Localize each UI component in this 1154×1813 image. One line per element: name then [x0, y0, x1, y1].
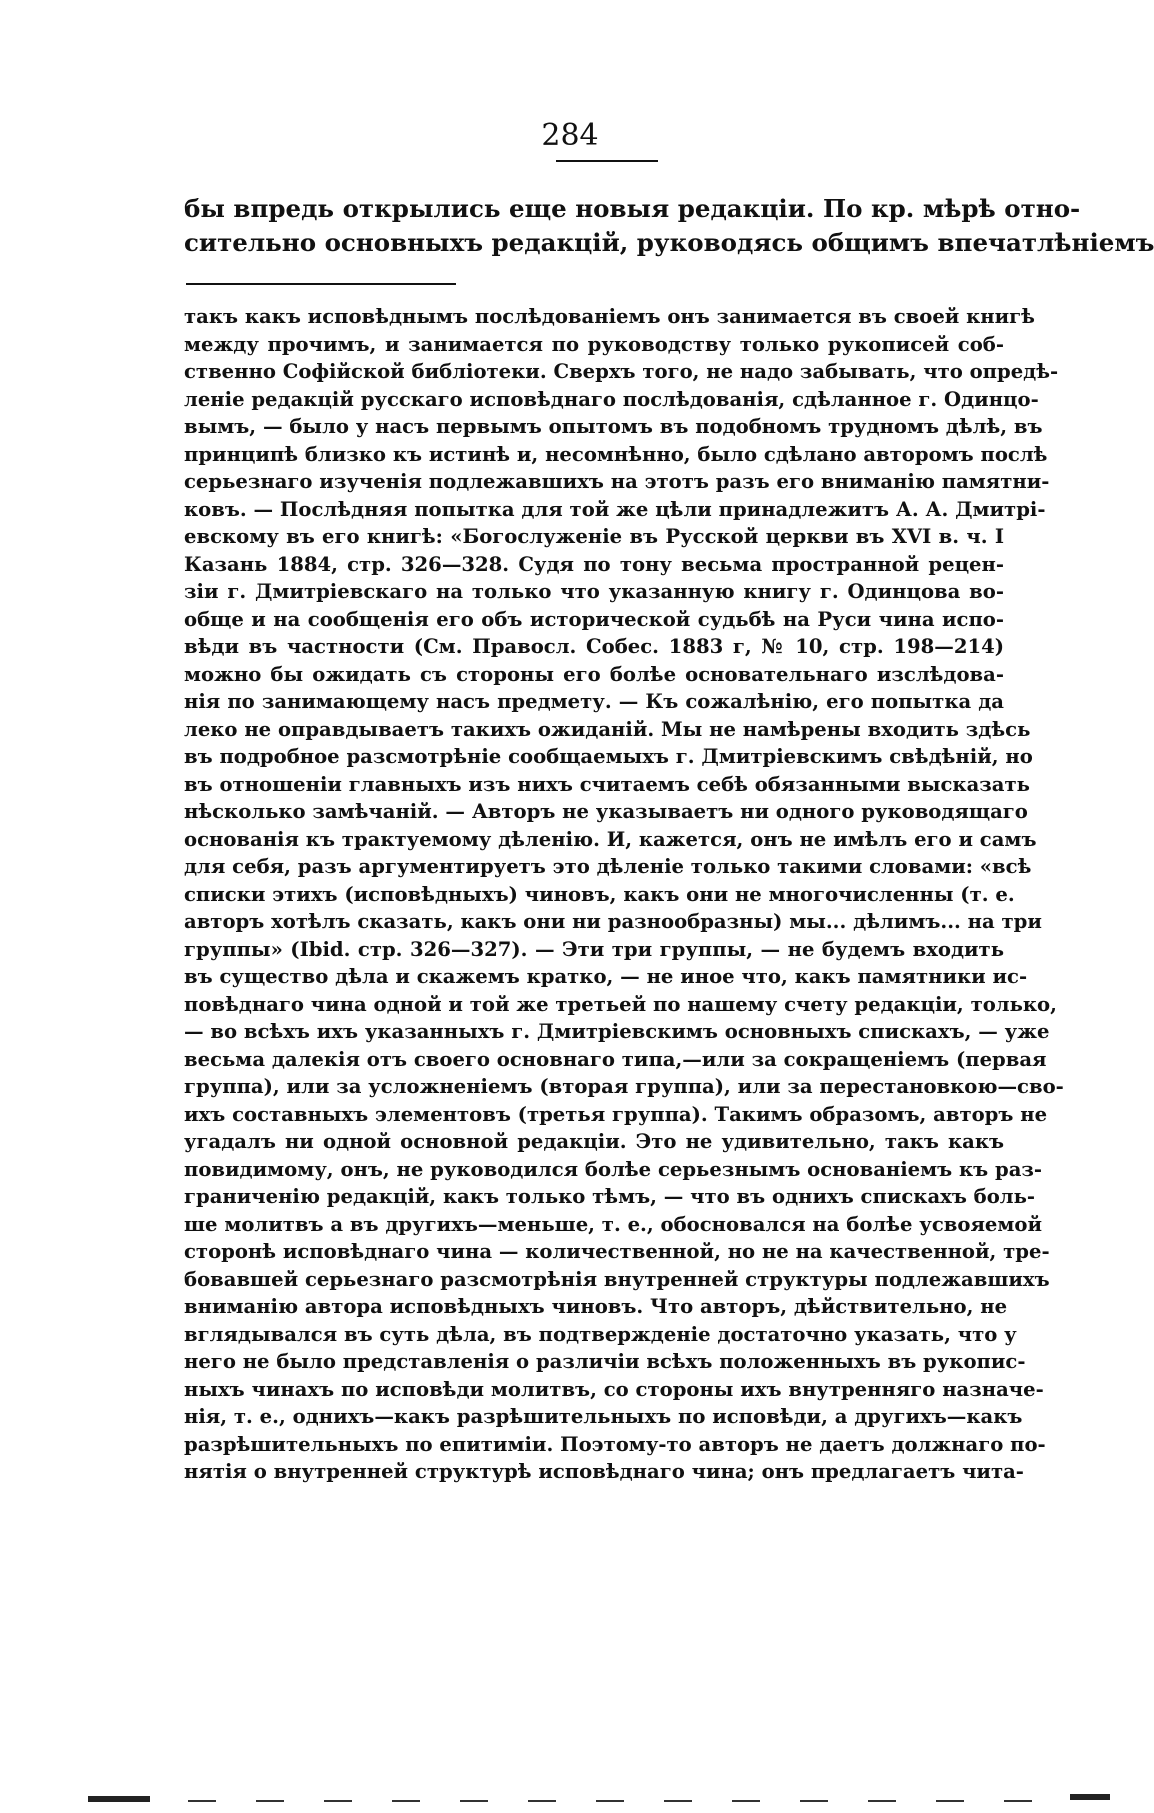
footnote-line: угадалъ ни одной основной редакціи. Это не удивительно, такъ какъ [184, 1130, 1004, 1153]
bottom-margin-marks [70, 1788, 1120, 1808]
footnote-line: основанія къ трактуемому дѣленію. И, кажется, онъ не имѣлъ его и самъ [184, 827, 1037, 851]
footnote-line: зіи г. Дмитріевскаго на только что указанную книгу г. Одинцова во- [184, 580, 1004, 603]
footnote-line: серьезнаго изученія подлежавшихъ на этотъ разъ его вниманію памятни- [184, 470, 1050, 493]
footnote-line: можно бы ожидать съ стороны его болѣе основательнаго изслѣдова- [184, 662, 1004, 686]
footnote-line: — во всѣхъ ихъ указанныхъ г. Дмитріевскимъ основныхъ спискахъ, — уже [184, 1020, 1050, 1043]
footnote-line: вниманію автора исповѣдныхъ чиновъ. Что авторъ, дѣйствительно, не [184, 1295, 1008, 1318]
footnote-line: группы» (Ibid. стр. 326—327). — Эти три группы, — не будемъ входить [184, 937, 1004, 961]
footnote-line: ственно Софійской библіотеки. Сверхъ того, не надо забывать, что опредѣ- [184, 360, 1059, 383]
footnote-line: вѣди въ частности (См. Правосл. Собес. 1883 г, № 10, стр. 198—214) [184, 635, 1004, 658]
footnote-line: принципѣ близко къ истинѣ и, несомнѣнно, было сдѣлано авторомъ послѣ [184, 442, 1048, 466]
main-text-line: сительно основныхъ редакцій, руководясь общимъ впечатлѣніемъ [184, 228, 1154, 257]
footnote-line: повидимому, онъ, не руководился болѣе серьезнымъ основаніемъ къ раз- [184, 1157, 1043, 1181]
footnote-line: для себя, разъ аргументируетъ это дѣленіе только такими словами: «всѣ [184, 855, 1032, 878]
footnote-text [184, 303, 1064, 1486]
footnote-line: въ существо дѣла и скажемъ кратко, — не иное что, какъ памятники ис- [184, 965, 1028, 988]
footnote-line: него не было представленія о различіи всѣхъ положенныхъ въ рукопис- [184, 1350, 1026, 1373]
page-number: 284 [541, 118, 599, 153]
footnote-line: леко не оправдываетъ такихъ ожиданій. Мы не намѣрены входить здѣсь [184, 717, 1031, 741]
footnote-line: нѣсколько замѣчаній. — Авторъ не указываетъ ни одного руководящаго [184, 800, 1028, 823]
footnote-line: въ подробное разсмотрѣніе сообщаемыхъ г. Дмитріевскимъ свѣдѣній, но [184, 745, 1033, 768]
footnote-line: между прочимъ, и занимается по руководству только рукописей соб- [184, 332, 1004, 356]
page-number-rule [556, 160, 658, 162]
footnote-line: группа), или за усложненіемъ (вторая группа), или за перестановкою—сво- [184, 1075, 1064, 1098]
footnote-line: такъ какъ исповѣднымъ послѣдованіемъ онъ занимается въ своей книгѣ [184, 305, 1035, 328]
footnote-line: нія, т. е., однихъ—какъ разрѣшительныхъ по исповѣди, а другихъ—какъ [184, 1405, 1023, 1428]
footnote-line: бовавшей серьезнаго разсмотрѣнія внутренней структуры подлежавшихъ [184, 1267, 1050, 1291]
footnote-line: ихъ составныхъ элементовъ (третья группа). Такимъ образомъ, авторъ не [184, 1102, 1048, 1126]
footnote-line: списки этихъ (исповѣдныхъ) чиновъ, какъ они не многочисленны (т. е. [184, 882, 1015, 906]
footnote-line: обще и на сообщенія его объ исторической судьбѣ на Руси чина испо- [184, 607, 1004, 631]
main-text [184, 192, 1154, 260]
main-text-line: бы впредь открылись еще новыя редакціи. По кр. мѣрѣ отно- [184, 194, 1081, 223]
footnote-line: евскому въ его книгѣ: «Богослуженіе въ Русской церкви въ XVI в. ч. I [184, 525, 1004, 548]
footnote-divider [186, 283, 456, 285]
footnote-line: граниченію редакцій, какъ только тѣмъ, — что въ однихъ спискахъ боль- [184, 1185, 1036, 1208]
footnote-line: вглядывался въ суть дѣла, въ подтвержденіе достаточно указать, что у [184, 1322, 1017, 1346]
footnote-line: леніе редакцій русскаго исповѣднаго послѣдованія, сдѣланное г. Одинцо- [184, 387, 1039, 411]
footnote-line: разрѣшительныхъ по епитиміи. Поэтому-то авторъ не даетъ должнаго по- [184, 1432, 1046, 1456]
footnote-line: нятія о внутренней структурѣ исповѣднаго чина; онъ предлагаетъ чита- [184, 1460, 1024, 1483]
footnote-line: сторонѣ исповѣднаго чина — количественной, но не на качественной, тре- [184, 1240, 1050, 1263]
footnote-line: въ отношеніи главныхъ изъ нихъ считаемъ себѣ обязанными высказать [184, 772, 1030, 796]
footnote-line: Казань 1884, стр. 326—328. Судя по тону весьма пространной рецен- [184, 552, 1004, 576]
footnote-line: авторъ хотѣлъ сказать, какъ они ни разнообразны) мы... дѣлимъ... на три [184, 910, 1042, 933]
footnote-line: нія по занимающему насъ предмету. — Къ сожалѣнію, его попытка да [184, 690, 1004, 713]
footnote-line: ковъ. — Послѣдняя попытка для той же цѣли принадлежитъ А. А. Дмитрі- [184, 497, 1046, 521]
footnote-line: ныхъ чинахъ по исповѣди молитвъ, со стороны ихъ внутренняго назначе- [184, 1377, 1044, 1401]
footnote-line: вымъ, — было у насъ первымъ опытомъ въ подобномъ трудномъ дѣлѣ, въ [184, 415, 1043, 438]
footnote-line: ше молитвъ а въ другихъ—меньше, т. е., обосновался на болѣе усвояемой [184, 1212, 1043, 1236]
footnote-line: весьма далекія отъ своего основнаго типа,—или за сокращеніемъ (первая [184, 1047, 1047, 1071]
footnote-line: повѣднаго чина одной и той же третьей по нашему счету редакціи, только, [184, 992, 1057, 1016]
